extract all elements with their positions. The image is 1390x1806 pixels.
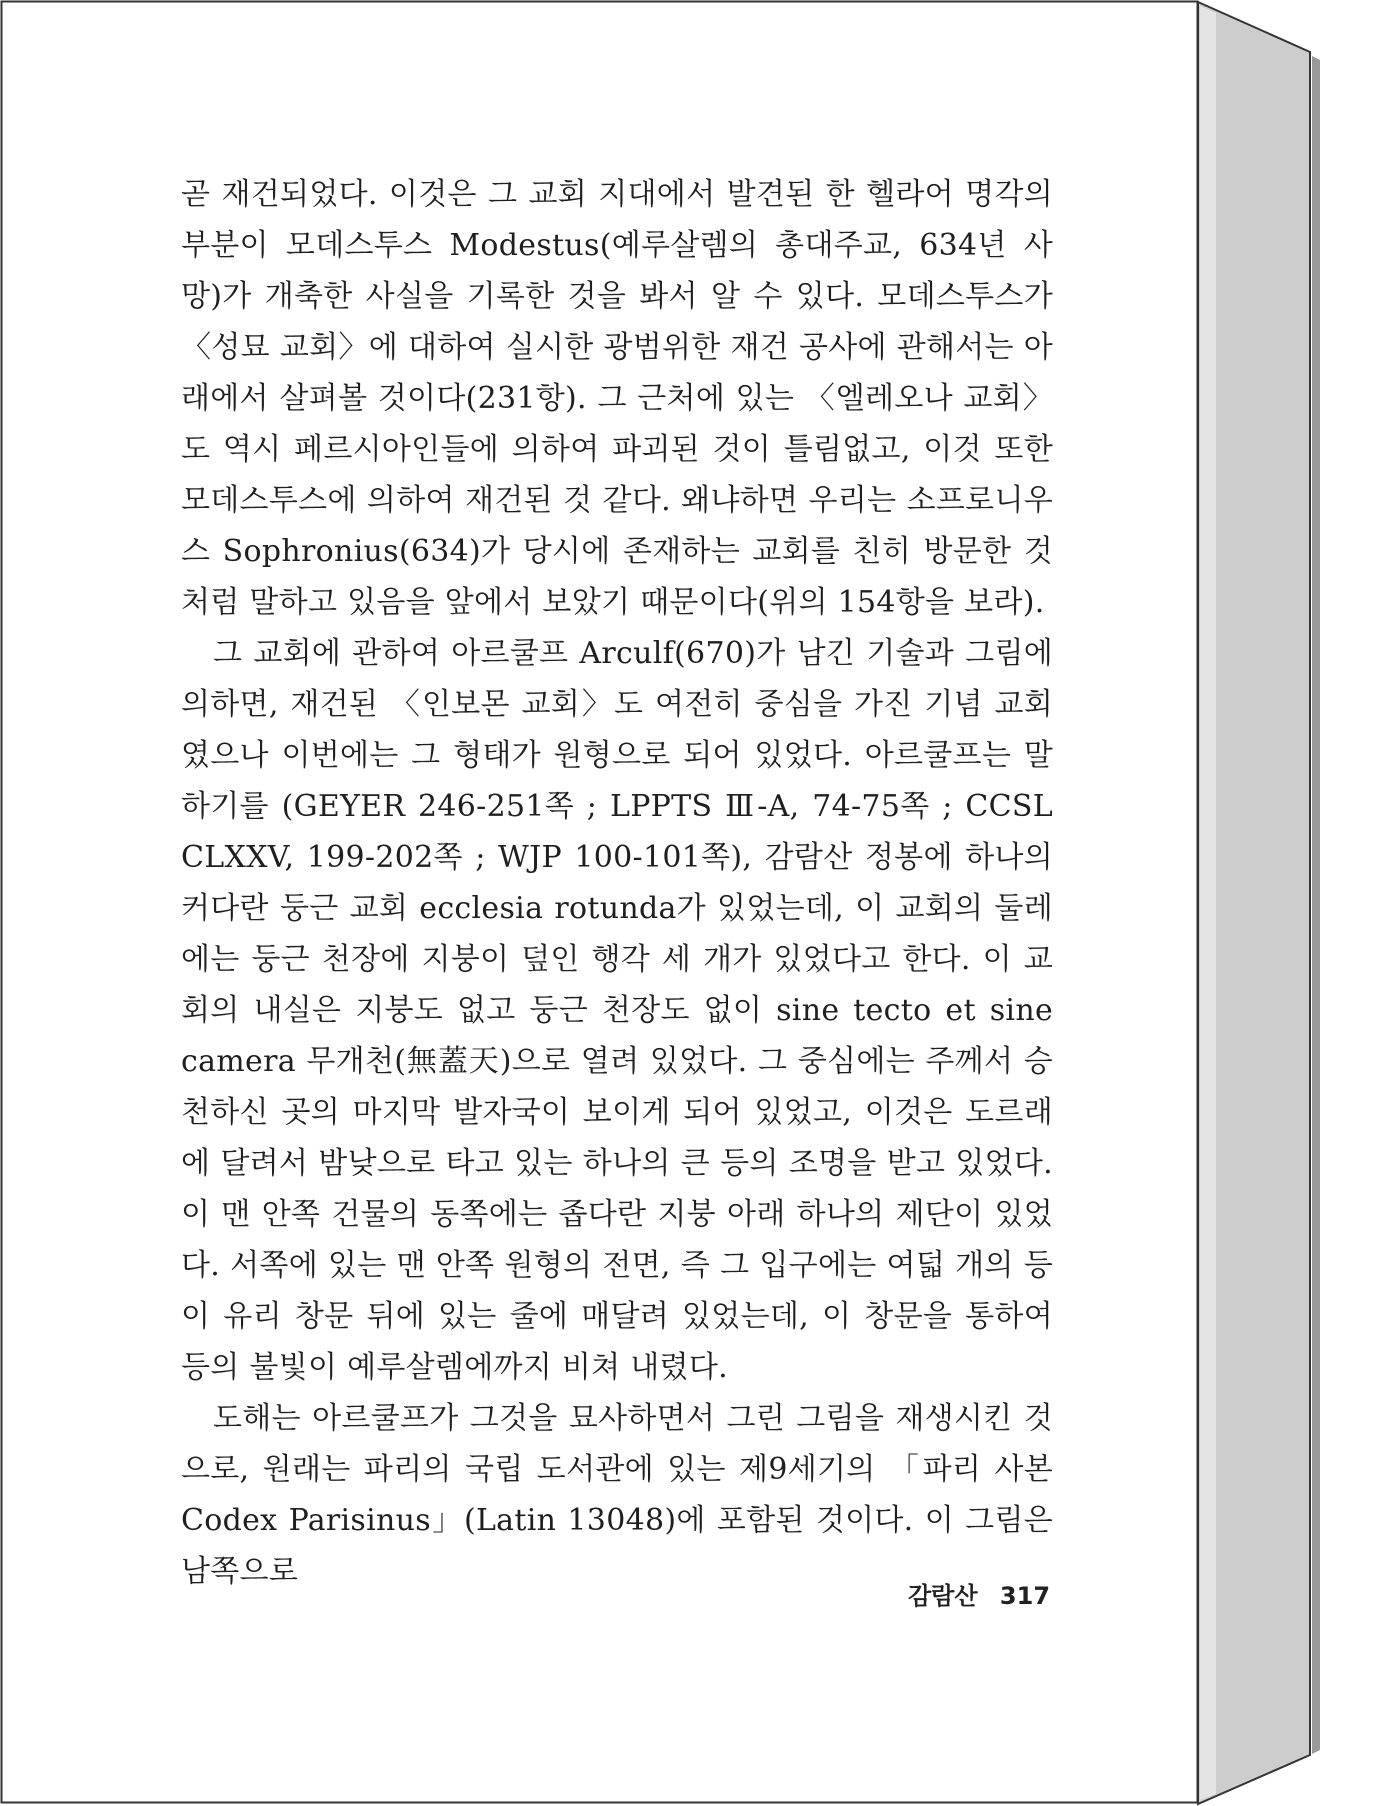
body-text: [181, 169, 1053, 1597]
paragraph-1: 곧 재건되었다. 이것은 그 교회 지대에서 발견된 한 헬라어 명각의 부분이 모데스투스 Modestus(예루살렘의 총대주교, 634년 사망)가 개축한 사실을 기록한 것을 봐서 알 수 있다. 모데스투스가 〈성묘 교회〉에 대하여 실시한 광범위한 재건 공사에 관해서는 아래에서 살펴볼 것이다(231항). 그 근처에 있는 〈엘레오나 교회〉도 역시 페르시아인들에 의하여 파괴된 것이 틀림없고, 이것 또한 모데스투스에 의하여 재건된 것 같다. 왜냐하면 우리는 소프로니우스 Sophronius(634)가 당시에 존재하는 교회를 친히 방문한 것처럼 말하고 있음을 앞에서 보았기 때문이다(위의 154항을 보라).: [181, 177, 1053, 620]
book-page: [3, 3, 1196, 1800]
page-number: 317: [999, 1582, 1051, 1610]
page-footer: [908, 1576, 1050, 1611]
running-footer-title: 감람산: [908, 1582, 978, 1610]
paragraph-3: 도해는 아르쿨프가 그것을 묘사하면서 그린 그림을 재생시킨 것으로, 원래는 파리의 국립 도서관에 있는 제9세기의 「파리 사본 Codex Parisinus」(Latin 13048)에 포함된 것이다. 이 그림은 남쪽으로: [181, 1401, 1053, 1589]
paragraph-2: 그 교회에 관하여 아르쿨프 Arculf(670)가 남긴 기술과 그림에 의하면, 재건된 〈인보몬 교회〉도 여전히 중심을 가진 기념 교회였으나 이번에는 그 형태가 원형으로 되어 있었다. 아르쿨프는 말하기를 (GEYER 246-251쪽 ; LPPTS Ⅲ-A, 74-75쪽 ; CCSL CLXXV, 199-202쪽 ; WJP 100-101쪽), 감람산 정봉에 하나의 커다란 둥근 교회 ecclesia rotunda가 있었는데, 이 교회의 둘레에는 둥근 천장에 지붕이 덮인 행각 세 개가 있었다고 한다. 이 교회의 내실은 지붕도 없고 둥근 천장도 없이 sine tecto et sine camera 무개천(無蓋天)으로 열려 있었다. 그 중심에는 주께서 승천하신 곳의 마지막 발자국이 보이게 되어 있었고, 이것은 도르래에 달려서 밤낮으로 타고 있는 하나의 큰 등의 조명을 받고 있었다. 이 맨 안쪽 건물의 동쪽에는 좁다란 지붕 아래 하나의 제단이 있었다. 서쪽에 있는 맨 안쪽 원형의 전면, 즉 그 입구에는 여덟 개의 등이 유리 창문 뒤에 있는 줄에 매달려 있었는데, 이 창문을 통하여 등의 불빛이 예루살렘에까지 비쳐 내렸다.: [181, 636, 1054, 1385]
